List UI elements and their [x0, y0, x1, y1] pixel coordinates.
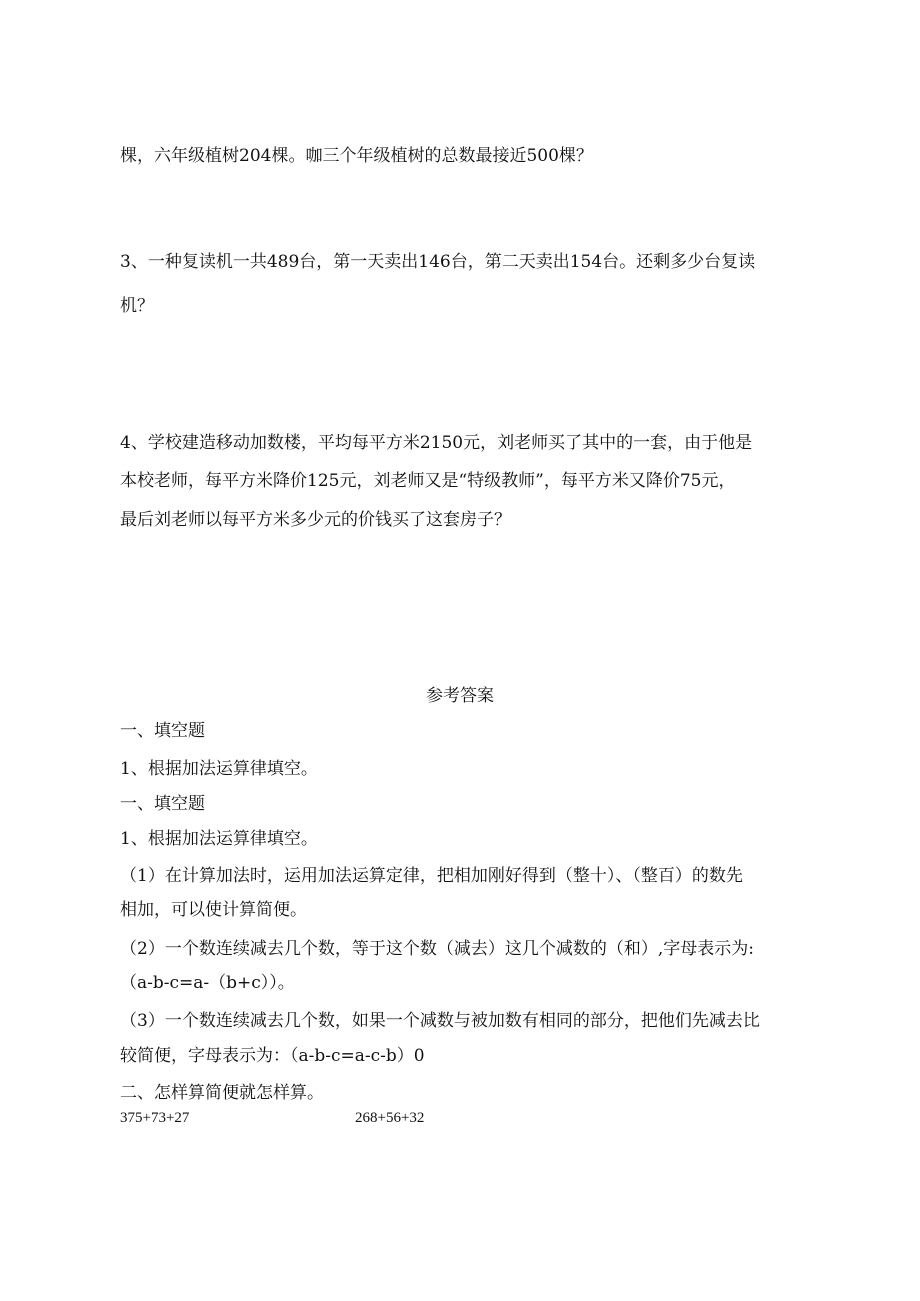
answer-item-1-line-2: 相加，可以使计算简便。	[120, 900, 307, 920]
answer-item-1-line-1: （1）在计算加法时，运用加法运算定律，把相加刚好得到（整十）、（整百）的数先	[120, 866, 743, 886]
answer-item-2-line-2: （a-b-c=a-（b+c））。	[120, 973, 295, 993]
problem-4-line-3: 最后刘老师以每平方米多少元的价钱买了这套房子？	[120, 510, 511, 530]
answer-item-2-line-1: （2）一个数连续减去几个数，等于这个数（减去）这几个减数的（和）,字母表示为:	[120, 939, 754, 959]
answer-item-3-line-1: （3）一个数连续减去几个数，如果一个减数与被加数有相同的部分，把他们先减去比	[120, 1011, 760, 1031]
answers-title: 参考答案	[426, 686, 494, 706]
section-1-heading-b: 一、填空题	[120, 794, 205, 814]
problem-4-line-1: 4、学校建造移动加数楼，平均每平方米2150元，刘老师买了其中的一套，由于他是	[120, 433, 753, 453]
question-1-b: 1、根据加法运算律填空。	[120, 829, 318, 849]
problem-4-line-2: 本校老师，每平方米降价125元，刘老师又是“特级教师”，每平方米又降价75元，	[120, 471, 736, 491]
problem-3-line-1: 3、一种复读机一共489台，第一天卖出146台，第二天卖出154台。还剩多少台复读	[120, 252, 756, 272]
expression-2: 268+56+32	[355, 1110, 425, 1126]
question-1-a: 1、根据加法运算律填空。	[120, 759, 318, 779]
section-1-heading-a: 一、填空题	[120, 721, 205, 741]
problem-3-line-2: 机？	[120, 296, 154, 316]
answer-item-3-line-2: 较简便，字母表示为：（a-b-c=a-c-b）0	[120, 1046, 425, 1066]
expression-1: 375+73+27	[120, 1110, 190, 1126]
problem-2-tail: 棵，六年级植树204棵。咖三个年级植树的总数最接近500棵？	[120, 146, 593, 166]
section-2-heading: 二、怎样算简便就怎样算。	[120, 1083, 324, 1103]
